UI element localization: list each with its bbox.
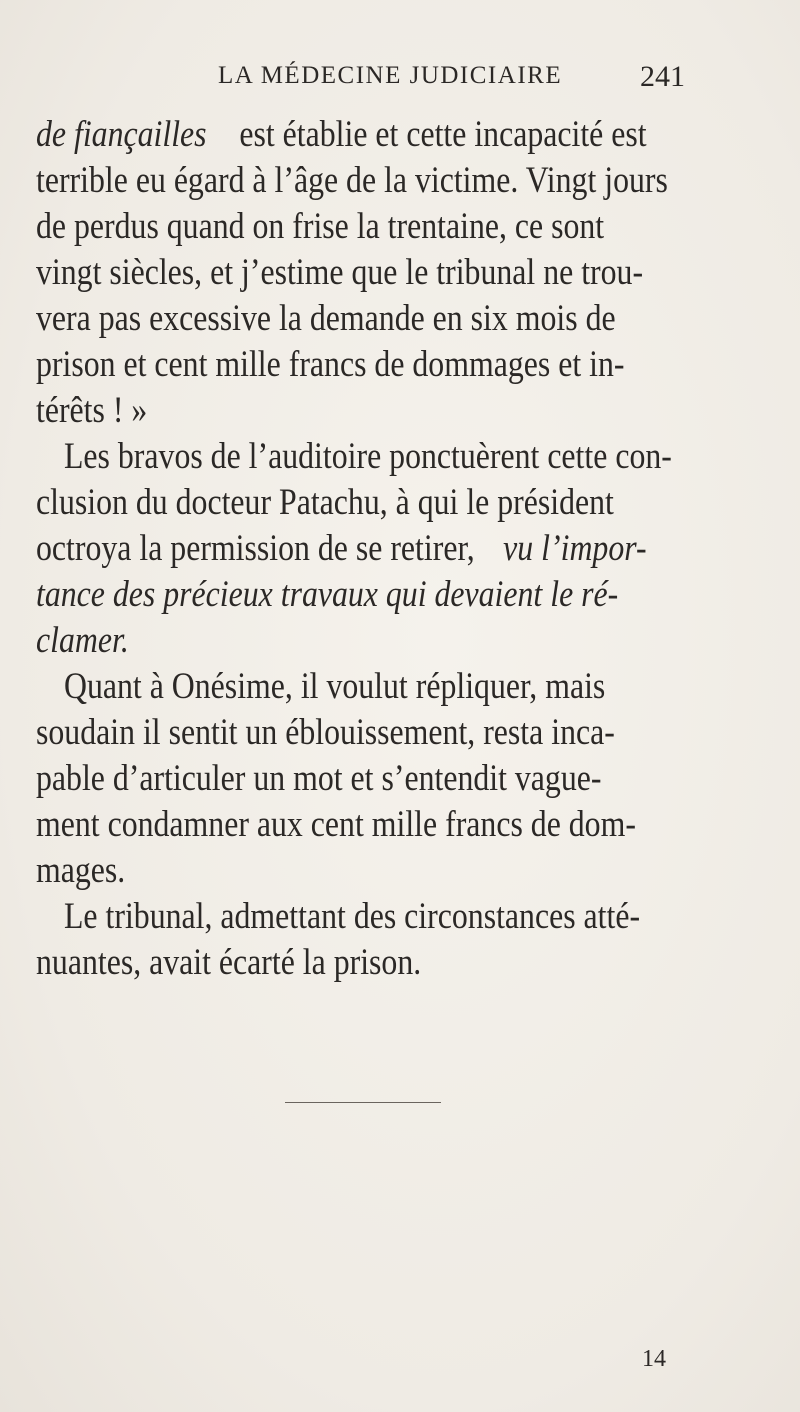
text-segment: est établie et cette incapacité est bbox=[239, 114, 647, 155]
text-line bbox=[36, 480, 647, 526]
text-line bbox=[36, 618, 129, 664]
text-line bbox=[36, 848, 125, 894]
text-line bbox=[36, 572, 647, 618]
text-line bbox=[36, 756, 647, 802]
text-line bbox=[64, 434, 672, 480]
text-segment: tance des précieux travaux qui devaient le ré- bbox=[36, 574, 619, 615]
signature-mark: 14 bbox=[642, 1346, 666, 1372]
text-line bbox=[36, 342, 647, 388]
text-line bbox=[36, 388, 147, 434]
text-line bbox=[64, 894, 647, 940]
text-segment: mages. bbox=[36, 850, 126, 891]
text-line bbox=[36, 112, 647, 158]
text-line bbox=[36, 940, 421, 986]
text-segment: Le tribunal, admettant des circonstances atté- bbox=[64, 896, 641, 937]
text-line bbox=[36, 250, 647, 296]
text-segment: ment condamner aux cent mille francs de dom- bbox=[36, 804, 636, 845]
text-segment: soudain il sentit un éblouissement, resta inca- bbox=[36, 712, 615, 753]
page-header bbox=[0, 62, 800, 96]
text-line bbox=[36, 158, 668, 204]
text-line bbox=[36, 296, 647, 342]
text-segment: vingt siècles, et j’estime que le tribunal ne trou- bbox=[36, 252, 644, 293]
text-segment: vu l’impor- bbox=[503, 528, 647, 569]
page-number: 241 bbox=[640, 60, 685, 93]
text-segment: prison et cent mille francs de dommages et in- bbox=[36, 344, 625, 385]
text-segment: vera pas excessive la demande en six mois de bbox=[36, 298, 616, 339]
text-segment: de fiançailles bbox=[36, 114, 207, 155]
text-segment: térêts ! » bbox=[36, 390, 148, 431]
text-line bbox=[36, 204, 647, 250]
text-segment: de perdus quand on frise la trentaine, ce sont bbox=[36, 206, 605, 247]
text-line bbox=[36, 526, 647, 572]
text-line bbox=[36, 710, 647, 756]
text-segment: clusion du docteur Patachu, à qui le président bbox=[36, 482, 614, 523]
text-segment: pable d’articuler un mot et s’entendit vague- bbox=[36, 758, 602, 799]
text-line bbox=[36, 802, 647, 848]
text-segment: octroya la permission de se retirer, bbox=[36, 528, 475, 569]
text-segment: clamer. bbox=[36, 620, 129, 661]
running-title: LA MÉDECINE JUDICIAIRE bbox=[218, 62, 563, 89]
text-segment: Quant à Onésime, il voulut répliquer, mais bbox=[64, 666, 606, 707]
closing-rule bbox=[285, 1102, 441, 1103]
text-line bbox=[64, 664, 647, 710]
text-segment: nuantes, avait écarté la prison. bbox=[36, 942, 422, 983]
text-segment: Les bravos de l’auditoire ponctuèrent cette con- bbox=[64, 436, 672, 477]
text-segment: terrible eu égard à l’âge de la victime. Vingt jours bbox=[36, 160, 668, 201]
